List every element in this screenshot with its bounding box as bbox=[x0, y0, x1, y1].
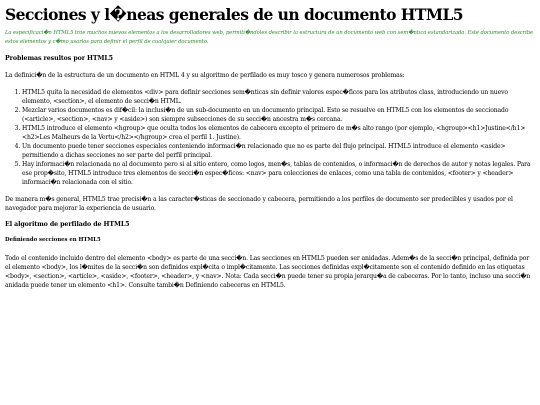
sections-body-paragraph: Todo el contenido incluido dentro del elemento <body> es parte de una secci�n. Las secciones en HTML5 pueden ser anidadas. Adem�s de la secci�n principal, definida por el elemento <body>, los l�mites de la secci�n son definidos expl�cita o impl�citamente. Las secciones definidas expl�citamente son el contenido definido en las etiquetas <body>, <section>, <article>, <aside>, <footer>, <header>, y <nav>. Nota: Cada secci�n puede tener su propia jerarqu�a de cabeceras. Por lo tanto, incluso una secci�n anidada puede tener un elemento <h1>. Consulte tambi�n Definiendo cabeceras en HTML5. bbox=[5, 255, 531, 289]
summary-paragraph: De manera m�s general, HTML5 trae precisi�n a las caracter�sticas de seccionado y cabecera, permitiendo a los perfiles de documento ser predecibles y usados por el navegador para mejorar la experiencia de usuario. bbox=[5, 196, 513, 212]
section-heading-algorithm: El algoritmo de perfilado de HTML5 bbox=[5, 221, 130, 228]
section-heading-problems: Problemas resultos por HTML5 bbox=[5, 55, 113, 62]
list-item: 2. Mezclar varios documentos es dif�cil: la inclusi�n de un sub-documento en un documento principal. Esto se resuelve en HTML5 con los elementos de seccionado (<article>, <section>, <nav> y <aside>) son siempre subsecciones de su secci�n ancestra m�s cercana. bbox=[22, 106, 535, 124]
subsection-heading-defining-sections: Definiendo secciones en HTML5 bbox=[5, 237, 101, 243]
page-title: Secciones y l�neas generales de un documento HTML5 bbox=[5, 5, 464, 24]
list-item: 4. Un documento puede tener secciones especiales conteniendo informaci�n relacionado que no es parte del flujo principal. HTML5 introduce el elemento <aside> permitiendo a dichas secciones no ser parte del perfil principal. bbox=[22, 142, 535, 160]
problems-lead-paragraph: La definici�n de la estructura de un documento en HTML 4 y su algoritmo de perfilado es muy tosco y genera numerosos problemas: bbox=[5, 72, 405, 79]
intro-paragraph: La especificaci�n HTML5 trae muchos nuevos elementos a los desarrolladores web, permiti�ndoles describir la estructura de un documento web con sem�ntica estandarizada. Este documento describe estos elementos y c�mo usarlos para definir el perfil de cualquier documento. bbox=[5, 30, 533, 45]
list-item: 3. HTML5 introduce el elemento <hgroup> que oculta todos los elementos de cabecera excepto el primero de m�s alto rango (por ejemplo, <hgroup><h1>Justine</h1><h2>Les Malheurs de la Vertu</h2></hgroup> crea el perfil 1. Justine). bbox=[22, 124, 535, 142]
list-item: 1. HTML5 quita la necesidad de elementos <div> para definir secciones sem�nticas sin definir valores espec�ficos para los atributos class, introduciendo un nuevo elemento, <section>, el elemento de secci�n HTML. bbox=[22, 88, 535, 106]
list-item: 5. Hay informaci�n relacionada no al documento pero si al sitio entero, como logos, men�s, tablas de contenidos, o informaci�n de derechos de autor y notas legales. Para ese prop�sito, HTML5 introduce tres elementos de secci�n espec�ficos: <nav> para colecciones de enlaces, como una tabla de contenidos, <footer> y <header> informaci�n relacionada con el sitio. bbox=[22, 160, 535, 187]
problems-list bbox=[5, 88, 535, 187]
